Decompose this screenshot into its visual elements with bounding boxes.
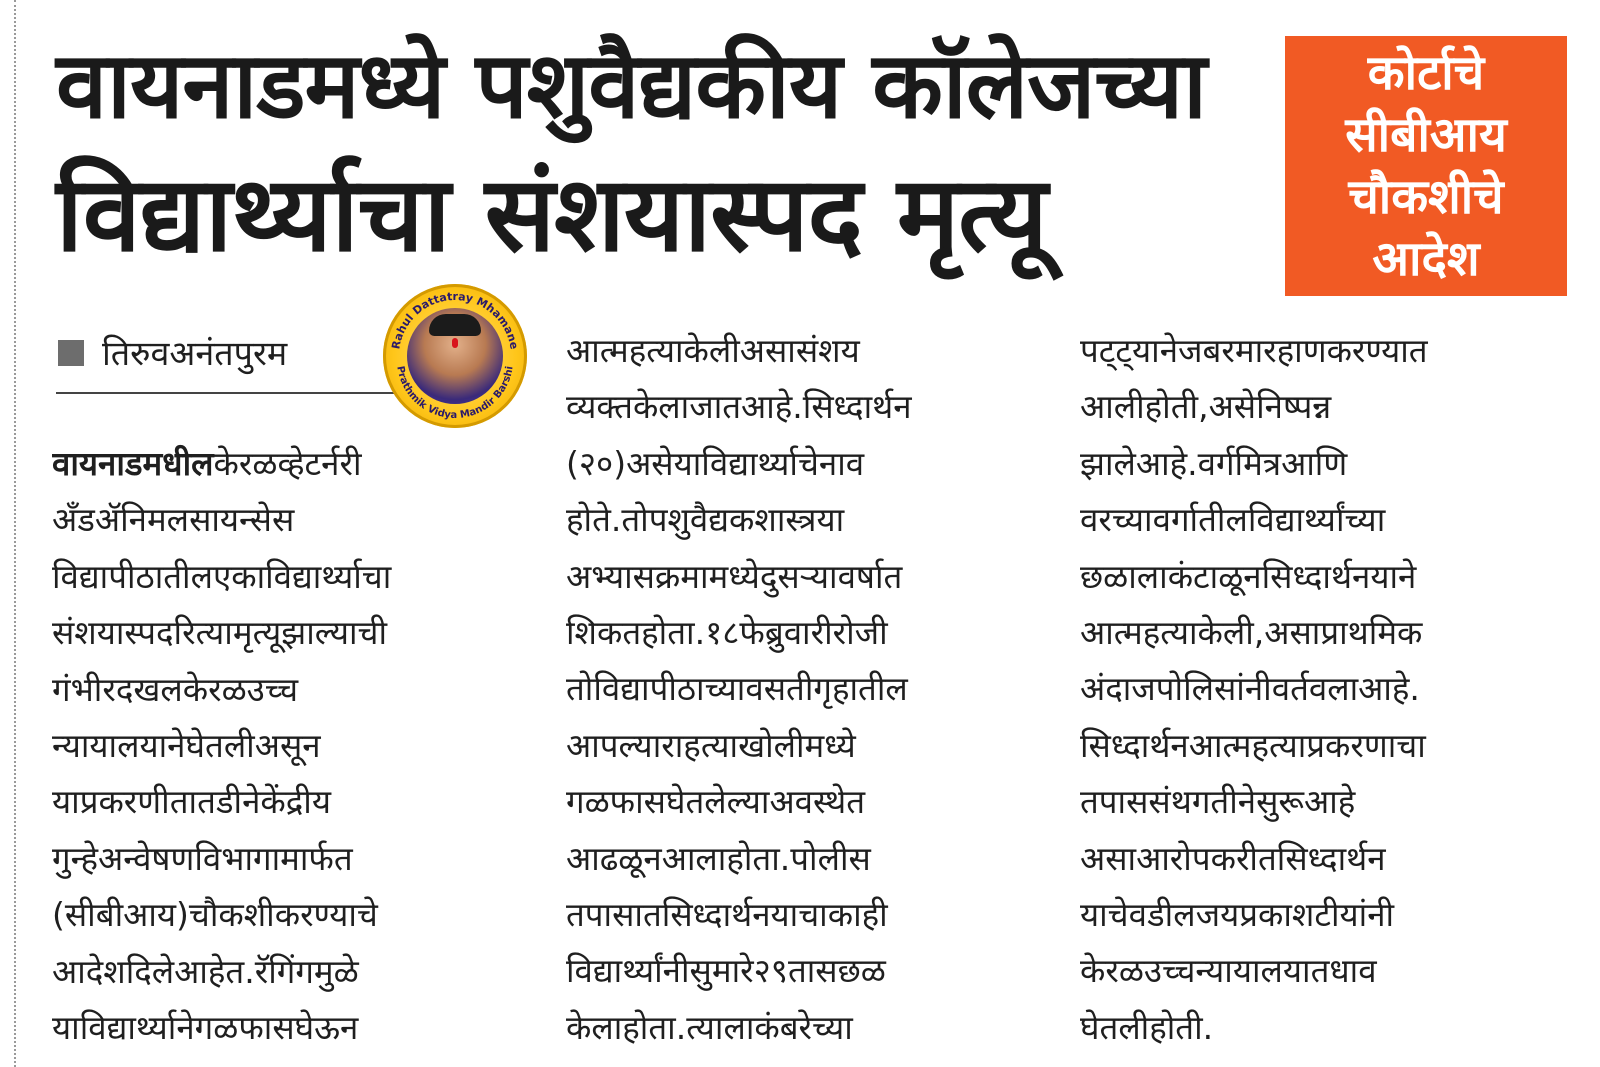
article-text-line: सिध्दार्थनआत्महत्याप्रकरणाचा (1080, 725, 1426, 765)
article-text-line: आपल्याराहत्याखोलीमध्ये (566, 725, 856, 765)
article-text-line: तपासातसिध्दार्थनयाचाकाही (566, 894, 888, 934)
svg-text:Rahul Dattatray Mhamane: Rahul Dattatray Mhamane (389, 289, 521, 351)
article-text-line: अँडॲनिमलसायन्सेस (52, 500, 295, 540)
article-text-line: वायनाडमधीलकेरळव्हेटर्नरी (52, 444, 362, 483)
article-column-2 (566, 323, 1024, 1056)
article-text-line: आदेशदिलेआहेत.रॅगिंगमुळे (52, 951, 359, 991)
article-text-line: व्यक्तकेलाजातआहे.सिध्दार्थन (566, 387, 912, 427)
article-column-1 (52, 436, 510, 1056)
stamp-ring-text (383, 284, 527, 428)
dateline-place: तिरुवअनंतपुरम (102, 334, 288, 374)
article-text-line: आत्महत्याकेली,असाप्राथमिक (1080, 612, 1423, 652)
highlight-box-line: चौकशीचे (1348, 169, 1504, 225)
article-text-line: होते.तोपशुवैद्यकशास्त्रया (566, 500, 845, 540)
article-text-line: वरच्यावर्गातीलविद्यार्थ्यांच्या (1080, 500, 1386, 540)
article-text-line: छळालाकंटाळूनसिध्दार्थनयाने (1080, 556, 1417, 596)
article-text-line: केलाहोता.त्यालाकंबरेच्या (566, 1007, 853, 1047)
article-text-line: आत्महत्याकेलीअसासंशय (566, 331, 860, 370)
svg-text:Prathmik Vidya Mandir Barshi: Prathmik Vidya Mandir Barshi (394, 365, 516, 422)
article-text-line: शिकतहोता.१८फेब्रुवारीरोजी (566, 612, 888, 652)
article-text-line: याचेवडीलजयप्रकाशटीयांनी (1080, 894, 1395, 934)
article-text-line: (२०)असेयाविद्यार्थ्याचेनाव (566, 443, 865, 483)
dateline (56, 328, 396, 394)
article-text-line: केरळउच्चन्यायालयातधाव (1080, 951, 1377, 991)
article-lead-word: वायनाडमधील (52, 444, 214, 483)
article-text-line: याप्रकरणीतातडीनेकेंद्रीय (52, 782, 331, 822)
highlight-box-line: कोर्टाचे (1367, 45, 1485, 101)
headline-line-1: वायनाडमध्ये पशुवैद्यकीय कॉलेजच्या (56, 32, 1206, 139)
headline (56, 22, 1236, 278)
article-text-line: विद्यार्थ्यांनीसुमारे२९तासछळ (566, 951, 886, 991)
article-text-line: संशयास्पदरित्यामृत्यूझाल्याची (52, 613, 388, 653)
article-text-line: आलीहोती,असेनिष्पन्न (1080, 387, 1332, 427)
dateline-bullet-icon (58, 340, 84, 366)
article-text-line: विद्यापीठातीलएकाविद्यार्थ्याचा (52, 556, 392, 596)
article-text-line: गंभीरदखलकेरळउच्च (52, 669, 299, 709)
article-column-3 (1080, 323, 1538, 1056)
article-text-line: झालेआहे.वर्गमित्रआणि (1080, 443, 1348, 483)
headline-line-2: विद्यार्थ्याचा संशयास्पद मृत्यू (56, 153, 1047, 275)
article-text-line: अभ्यासक्रमामध्येदुसऱ्यावर्षात (566, 556, 903, 596)
watermark-stamp-logo (383, 284, 527, 428)
article-text-line: गुन्हेअन्वेषणविभागामार्फत (52, 838, 353, 878)
article-text-line: न्यायालयानेघेतलीअसून (52, 725, 321, 765)
article-text-line: असाआरोपकरीतसिध्दार्थन (1080, 838, 1386, 878)
article-text-line: अंदाजपोलिसांनीवर्तवलाआहे. (1080, 669, 1420, 709)
highlight-box (1285, 36, 1567, 296)
article-text-line: (सीबीआय)चौकशीकरण्याचे (52, 895, 378, 935)
article-text-line: तोविद्यापीठाच्यावसतीगृहातील (566, 669, 908, 709)
article-text-line: आढळूनआलाहोता.पोलीस (566, 838, 871, 878)
article-text-line: पट्ट्यानेजबरमारहाणकरण्यात (1080, 331, 1428, 370)
article-text-line: तपाससंथगतीनेसुरूआहे (1080, 782, 1356, 822)
article-text-line: गळफासघेतलेल्याअवस्थेत (566, 782, 866, 822)
highlight-box-line: सीबीआय (1345, 107, 1507, 163)
page-edge-dotted-rule (14, 0, 16, 1067)
highlight-box-line: आदेश (1372, 231, 1480, 287)
article-text-line: याविद्यार्थ्यानेगळफासघेऊन (52, 1007, 359, 1047)
article-text-line: घेतलीहोती. (1080, 1007, 1214, 1047)
